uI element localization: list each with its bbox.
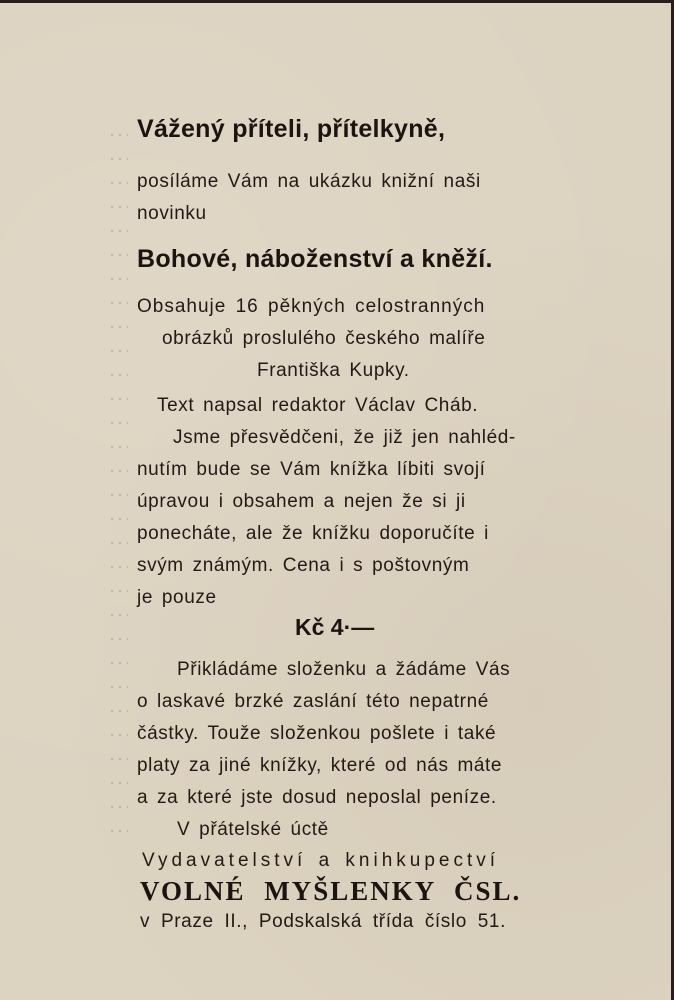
paragraph2-line-4: platy za jiné knížky, které od nás máte bbox=[137, 755, 503, 776]
description-line-3: Františka Kupky. bbox=[257, 360, 410, 381]
printed-letter bbox=[0, 3, 671, 1000]
paragraph1-line-2: nutím bude se Vám knížka líbiti svojí bbox=[137, 459, 486, 480]
greeting: Vážený příteli, přítelkyně, bbox=[137, 115, 446, 143]
paragraph1-line-4: ponecháte, ale že knížku doporučíte i bbox=[137, 523, 489, 544]
paragraph1-line-1: Jsme přesvědčeni, že již jen nahléd- bbox=[173, 427, 516, 448]
paragraph1-line-3: úpravou i obsahem a nejen že si ji bbox=[137, 491, 466, 512]
description-line-4: Text napsal redaktor Václav Cháb. bbox=[157, 395, 479, 416]
closing: V přátelské úctě bbox=[177, 819, 329, 840]
book-title: Bohové, náboženství a kněží. bbox=[137, 245, 493, 273]
price: Kč 4·— bbox=[295, 614, 375, 640]
paragraph2-line-1: Přikládáme složenku a žádáme Vás bbox=[177, 659, 511, 680]
publisher-tagline: Vydavatelství a knihkupectví bbox=[142, 850, 500, 871]
publisher-name: VOLNÉ MYŠLENKY ČSL. bbox=[140, 876, 522, 906]
paragraph2-line-3: částky. Touže složenkou pošlete i také bbox=[137, 723, 497, 744]
paragraph2-line-5: a za které jste dosud neposlal peníze. bbox=[137, 787, 497, 808]
description-line-2: obrázků proslulého českého malíře bbox=[162, 328, 486, 349]
paragraph1-line-6: je pouze bbox=[137, 587, 217, 608]
intro-line-1: posíláme Vám na ukázku knižní naši bbox=[137, 171, 481, 192]
intro-line-2: novinku bbox=[137, 203, 207, 224]
description-line-1: Obsahuje 16 pěkných celostranných bbox=[137, 296, 486, 317]
paragraph1-line-5: svým známým. Cena i s poštovným bbox=[137, 555, 470, 576]
margin-perforation-marks bbox=[108, 123, 128, 843]
address: v Praze II., Podskalská třída číslo 51. bbox=[140, 911, 506, 932]
paragraph2-line-2: o laskavé brzké zaslání této nepatrné bbox=[137, 691, 489, 712]
